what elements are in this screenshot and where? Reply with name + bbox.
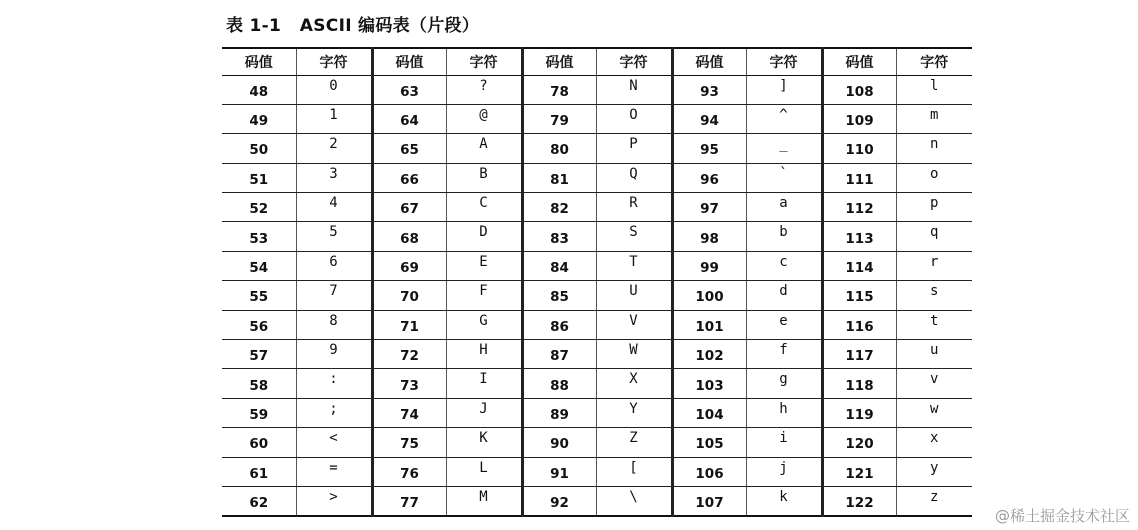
table-row	[222, 310, 972, 339]
column-header-character: 字符	[746, 48, 822, 75]
code-value-cell: 97	[672, 193, 746, 222]
code-value-cell: 119	[822, 398, 896, 427]
character-cell: m	[896, 104, 972, 133]
code-value-cell: 53	[222, 222, 296, 251]
code-value-cell: 122	[822, 486, 896, 515]
code-value-cell: 120	[822, 428, 896, 457]
character-cell: A	[446, 134, 522, 163]
code-value-cell: 94	[672, 104, 746, 133]
table-row	[222, 486, 972, 515]
character-cell: h	[746, 398, 822, 427]
table-row	[222, 428, 972, 457]
character-cell: F	[446, 281, 522, 310]
character-cell: @	[446, 104, 522, 133]
character-cell: G	[446, 310, 522, 339]
code-value-cell: 64	[372, 104, 446, 133]
character-cell: 0	[296, 75, 372, 104]
code-value-cell: 52	[222, 193, 296, 222]
character-cell: ]	[746, 75, 822, 104]
code-value-cell: 86	[522, 310, 596, 339]
table-row	[222, 193, 972, 222]
character-cell: 7	[296, 281, 372, 310]
code-value-cell: 96	[672, 163, 746, 192]
column-header-character: 字符	[596, 48, 672, 75]
code-value-cell: 88	[522, 369, 596, 398]
code-value-cell: 77	[372, 486, 446, 515]
code-value-cell: 54	[222, 251, 296, 280]
character-cell: >	[296, 486, 372, 515]
code-value-cell: 68	[372, 222, 446, 251]
code-value-cell: 106	[672, 457, 746, 486]
character-cell: =	[296, 457, 372, 486]
code-value-cell: 91	[522, 457, 596, 486]
character-cell: :	[296, 369, 372, 398]
character-cell: B	[446, 163, 522, 192]
code-value-cell: 98	[672, 222, 746, 251]
character-cell: u	[896, 340, 972, 369]
table-row	[222, 340, 972, 369]
character-cell: 1	[296, 104, 372, 133]
code-value-cell: 51	[222, 163, 296, 192]
code-value-cell: 90	[522, 428, 596, 457]
column-header-code-value: 码值	[822, 48, 896, 75]
code-value-cell: 76	[372, 457, 446, 486]
code-value-cell: 108	[822, 75, 896, 104]
character-cell: b	[746, 222, 822, 251]
code-value-cell: 71	[372, 310, 446, 339]
code-value-cell: 74	[372, 398, 446, 427]
character-cell: 8	[296, 310, 372, 339]
code-value-cell: 121	[822, 457, 896, 486]
character-cell: g	[746, 369, 822, 398]
code-value-cell: 49	[222, 104, 296, 133]
code-value-cell: 83	[522, 222, 596, 251]
code-value-cell: 72	[372, 340, 446, 369]
code-value-cell: 87	[522, 340, 596, 369]
ascii-table	[222, 47, 972, 517]
character-cell: f	[746, 340, 822, 369]
code-value-cell: 104	[672, 398, 746, 427]
code-value-cell: 61	[222, 457, 296, 486]
character-cell: I	[446, 369, 522, 398]
code-value-cell: 69	[372, 251, 446, 280]
character-cell: a	[746, 193, 822, 222]
code-value-cell: 78	[522, 75, 596, 104]
code-value-cell: 48	[222, 75, 296, 104]
character-cell: E	[446, 251, 522, 280]
code-value-cell: 60	[222, 428, 296, 457]
code-value-cell: 93	[672, 75, 746, 104]
table-row	[222, 398, 972, 427]
character-cell: J	[446, 398, 522, 427]
code-value-cell: 82	[522, 193, 596, 222]
code-value-cell: 79	[522, 104, 596, 133]
watermark: @稀土掘金技术社区	[994, 507, 1130, 525]
character-cell: M	[446, 486, 522, 515]
character-cell: P	[596, 134, 672, 163]
code-value-cell: 99	[672, 251, 746, 280]
ascii-table-container	[222, 47, 970, 517]
code-value-cell: 114	[822, 251, 896, 280]
code-value-cell: 101	[672, 310, 746, 339]
character-cell: ;	[296, 398, 372, 427]
table-row	[222, 251, 972, 280]
character-cell: 9	[296, 340, 372, 369]
code-value-cell: 59	[222, 398, 296, 427]
character-cell: R	[596, 193, 672, 222]
code-value-cell: 112	[822, 193, 896, 222]
character-cell: l	[896, 75, 972, 104]
character-cell: r	[896, 251, 972, 280]
character-cell: X	[596, 369, 672, 398]
code-value-cell: 115	[822, 281, 896, 310]
table-row	[222, 104, 972, 133]
character-cell: S	[596, 222, 672, 251]
character-cell: Q	[596, 163, 672, 192]
table-row	[222, 222, 972, 251]
code-value-cell: 111	[822, 163, 896, 192]
character-cell: y	[896, 457, 972, 486]
code-value-cell: 66	[372, 163, 446, 192]
column-header-code-value: 码值	[522, 48, 596, 75]
character-cell: N	[596, 75, 672, 104]
table-caption: 表 1-1 ASCII 编码表（片段）	[226, 16, 480, 36]
character-cell: n	[896, 134, 972, 163]
code-value-cell: 57	[222, 340, 296, 369]
code-value-cell: 105	[672, 428, 746, 457]
column-header-code-value: 码值	[222, 48, 296, 75]
character-cell: W	[596, 340, 672, 369]
column-header-character: 字符	[446, 48, 522, 75]
character-cell: 5	[296, 222, 372, 251]
character-cell: t	[896, 310, 972, 339]
code-value-cell: 56	[222, 310, 296, 339]
character-cell: 6	[296, 251, 372, 280]
code-value-cell: 70	[372, 281, 446, 310]
code-value-cell: 92	[522, 486, 596, 515]
code-value-cell: 67	[372, 193, 446, 222]
character-cell: o	[896, 163, 972, 192]
code-value-cell: 118	[822, 369, 896, 398]
character-cell: T	[596, 251, 672, 280]
code-value-cell: 107	[672, 486, 746, 515]
code-value-cell: 55	[222, 281, 296, 310]
character-cell: p	[896, 193, 972, 222]
code-value-cell: 50	[222, 134, 296, 163]
column-header-character: 字符	[896, 48, 972, 75]
code-value-cell: 80	[522, 134, 596, 163]
code-value-cell: 81	[522, 163, 596, 192]
character-cell: k	[746, 486, 822, 515]
character-cell: q	[896, 222, 972, 251]
code-value-cell: 95	[672, 134, 746, 163]
character-cell: \	[596, 486, 672, 515]
code-value-cell: 62	[222, 486, 296, 515]
code-value-cell: 85	[522, 281, 596, 310]
code-value-cell: 75	[372, 428, 446, 457]
code-value-cell: 63	[372, 75, 446, 104]
character-cell: U	[596, 281, 672, 310]
character-cell: Z	[596, 428, 672, 457]
code-value-cell: 100	[672, 281, 746, 310]
table-row	[222, 281, 972, 310]
character-cell: 2	[296, 134, 372, 163]
code-value-cell: 73	[372, 369, 446, 398]
table-body	[222, 75, 972, 516]
character-cell: c	[746, 251, 822, 280]
code-value-cell: 103	[672, 369, 746, 398]
column-header-character: 字符	[296, 48, 372, 75]
character-cell: Y	[596, 398, 672, 427]
character-cell: [	[596, 457, 672, 486]
code-value-cell: 65	[372, 134, 446, 163]
character-cell: i	[746, 428, 822, 457]
code-value-cell: 117	[822, 340, 896, 369]
character-cell: K	[446, 428, 522, 457]
character-cell: `	[746, 163, 822, 192]
character-cell: x	[896, 428, 972, 457]
table-row	[222, 369, 972, 398]
code-value-cell: 58	[222, 369, 296, 398]
column-header-code-value: 码值	[372, 48, 446, 75]
code-value-cell: 109	[822, 104, 896, 133]
code-value-cell: 84	[522, 251, 596, 280]
code-value-cell: 113	[822, 222, 896, 251]
table-row	[222, 75, 972, 104]
character-cell: H	[446, 340, 522, 369]
character-cell: s	[896, 281, 972, 310]
character-cell: O	[596, 104, 672, 133]
column-header-code-value: 码值	[672, 48, 746, 75]
code-value-cell: 89	[522, 398, 596, 427]
character-cell: 3	[296, 163, 372, 192]
character-cell: _	[746, 134, 822, 163]
table-row	[222, 134, 972, 163]
character-cell: e	[746, 310, 822, 339]
character-cell: D	[446, 222, 522, 251]
code-value-cell: 102	[672, 340, 746, 369]
character-cell: ^	[746, 104, 822, 133]
character-cell: w	[896, 398, 972, 427]
table-row	[222, 457, 972, 486]
character-cell: 4	[296, 193, 372, 222]
character-cell: L	[446, 457, 522, 486]
character-cell: j	[746, 457, 822, 486]
code-value-cell: 116	[822, 310, 896, 339]
character-cell: C	[446, 193, 522, 222]
code-value-cell: 110	[822, 134, 896, 163]
character-cell: d	[746, 281, 822, 310]
table-row	[222, 163, 972, 192]
table-header-row	[222, 48, 972, 75]
character-cell: <	[296, 428, 372, 457]
character-cell: ?	[446, 75, 522, 104]
character-cell: z	[896, 486, 972, 515]
character-cell: V	[596, 310, 672, 339]
character-cell: v	[896, 369, 972, 398]
